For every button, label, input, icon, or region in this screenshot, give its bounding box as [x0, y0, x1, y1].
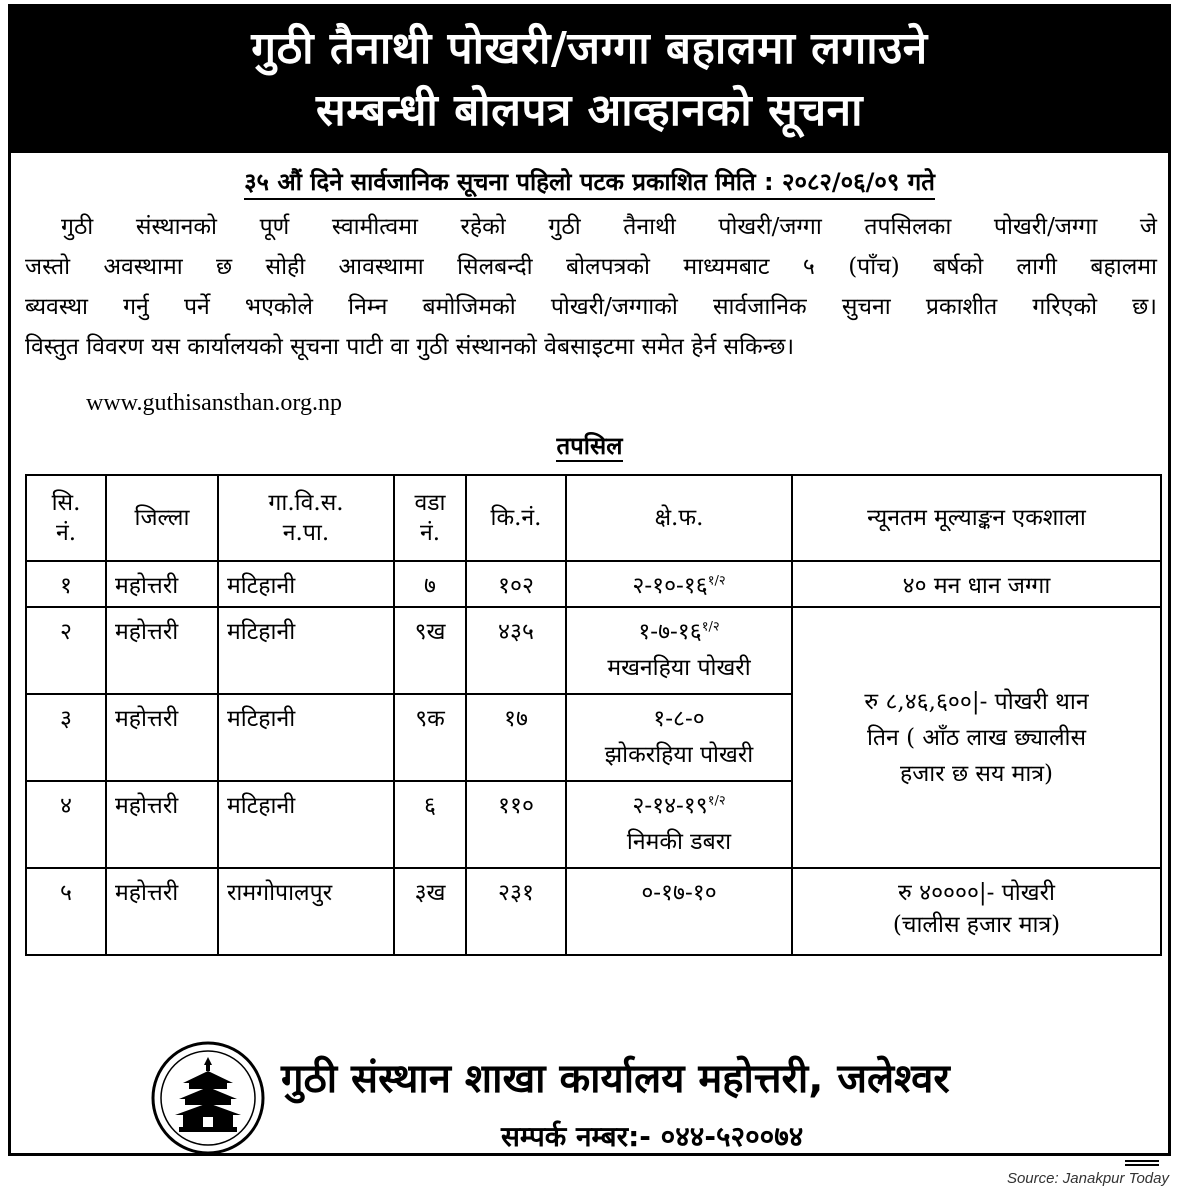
- cell-ward: ६: [394, 781, 466, 868]
- cell-min-value: रु ४००००|- पोखरी (चालीस हजार मात्र): [792, 868, 1161, 955]
- cell-sn: ४: [26, 781, 106, 868]
- cell-vdc: मटिहानी: [218, 607, 394, 694]
- cell-ward: ७: [394, 561, 466, 607]
- cell-sn: २: [26, 607, 106, 694]
- notice-frame: [8, 4, 1171, 1156]
- cell-kitta: २३१: [466, 868, 566, 955]
- cell-ward: ३ख: [394, 868, 466, 955]
- cell-kitta: ११०: [466, 781, 566, 868]
- cell-ward: ९क: [394, 694, 466, 781]
- header-sn: सि. नं.: [26, 475, 106, 561]
- schedule-title: [11, 429, 1168, 462]
- subtitle-text: ३५ औं दिने सार्वजानिक सूचना पहिलो पटक प्रकाशित मिति : २०८२/०६/०९ गते: [244, 168, 935, 200]
- cell-vdc: मटिहानी: [218, 781, 394, 868]
- table-row: [26, 607, 1161, 694]
- body-line-1: गुठी संस्थानको पूर्ण स्वामीत्वमा रहेको गुठी तैनाथी पोखरी/जग्गा तपसिलका पोखरी/जग्गा जे: [61, 214, 1157, 240]
- body-line-2: जस्तो अवस्थामा छ सोही आवस्थामा सिलबन्दी बोलपत्रको माध्यमबाट ५ (पाँच) बर्षको लागी बहालमा: [25, 254, 1157, 280]
- header-line-2: सम्बन्धी बोलपत्र आव्हानको सूचना: [316, 85, 863, 136]
- guthi-seal-icon: [149, 1039, 267, 1157]
- cell-kitta: १७: [466, 694, 566, 781]
- cell-vdc: मटिहानी: [218, 694, 394, 781]
- contact-number: सम्पर्क नम्बर:- ०४४-५२००७४: [501, 1120, 804, 1153]
- decorative-marks: [1125, 1160, 1159, 1168]
- cell-district: महोत्तरी: [106, 607, 218, 694]
- source-credit: Source: Janakpur Today: [1006, 1170, 1169, 1187]
- cell-vdc: रामगोपालपुर: [218, 868, 394, 955]
- cell-ward: ९ख: [394, 607, 466, 694]
- cell-area: ०-१७-१०: [566, 868, 792, 955]
- cell-sn: ५: [26, 868, 106, 955]
- body-line-3: ब्यवस्था गर्नु पर्ने भएकोले निम्न बमोजिमको पोखरी/जग्गाको सार्वजानिक सुचना प्रकाशीत गरिएको छ।: [25, 294, 1157, 320]
- header-line-1: गुठी तैनाथी पोखरी/जग्गा बहालमा लगाउने: [251, 23, 928, 74]
- header-min-value: न्यूनतम मूल्याङ्कन एकशाला: [792, 475, 1161, 561]
- cell-kitta: १०२: [466, 561, 566, 607]
- cell-sn: १: [26, 561, 106, 607]
- cell-area: $१-७-१६^{१/२}$ मखनहिया पोखरी: [566, 607, 792, 694]
- cell-district: महोत्तरी: [106, 561, 218, 607]
- table-row: [26, 868, 1161, 955]
- publication-date-line: [11, 165, 1168, 198]
- office-name: गुठी संस्थान शाखा कार्यालय महोत्तरी, जलेश्वर: [281, 1056, 950, 1102]
- cell-district: महोत्तरी: [106, 781, 218, 868]
- header-kitta: कि.नं.: [466, 475, 566, 561]
- cell-area: १-८-० झोकरहिया पोखरी: [566, 694, 792, 781]
- cell-sn: ३: [26, 694, 106, 781]
- table-header-row: [26, 475, 1161, 561]
- cell-district: महोत्तरी: [106, 694, 218, 781]
- cell-area: $२-१४-१९^{१/२}$ निमकी डबरा: [566, 781, 792, 868]
- header-district: जिल्ला: [106, 475, 218, 561]
- cell-area: $२-१०-१६^{१/२}$: [566, 561, 792, 607]
- cell-vdc: मटिहानी: [218, 561, 394, 607]
- header-ward: वडा नं.: [394, 475, 466, 561]
- cell-district: महोत्तरी: [106, 868, 218, 955]
- table-row: [26, 561, 1161, 607]
- notice-header: [11, 7, 1168, 153]
- cell-min-value: ४० मन धान जग्गा: [792, 561, 1161, 607]
- header-vdc: गा.वि.स. न.पा.: [218, 475, 394, 561]
- schedule-title-text: तपसिल: [556, 432, 623, 460]
- header-area: क्षे.फ.: [566, 475, 792, 561]
- notice-body: [25, 207, 1157, 367]
- body-line-4: विस्तुत विवरण यस कार्यालयको सूचना पाटी वा गुठी संस्थानको वेबसाइटमा समेत हेर्न सकिन्छ।: [25, 334, 795, 360]
- website-link[interactable]: www.guthisansthan.org.np: [86, 390, 342, 416]
- schedule-table: [25, 474, 1162, 956]
- cell-min-value-merged: रु ८,४६,६००|- पोखरी थान तिन ( आँठ लाख छ्यालीस हजार छ सय मात्र): [792, 607, 1161, 868]
- cell-kitta: ४३५: [466, 607, 566, 694]
